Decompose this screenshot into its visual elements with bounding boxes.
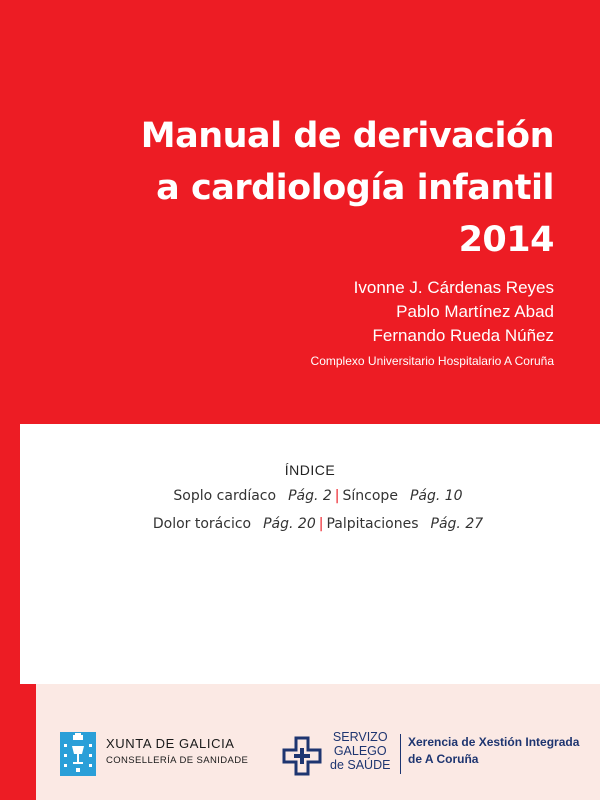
sergas-line-1: SERVIZO bbox=[332, 730, 388, 744]
xerencia-line-2: de A Coruña bbox=[408, 752, 479, 766]
index-topic-palpitaciones[interactable]: Palpitaciones bbox=[326, 516, 419, 532]
xerencia-line-1: Xerencia de Xestión Integrada bbox=[408, 735, 580, 749]
index-separator: | bbox=[334, 488, 340, 504]
index-topic-soplo[interactable]: Soplo cardíaco bbox=[173, 488, 277, 504]
xerencia-name bbox=[408, 734, 579, 768]
title-line-1: Manual de derivación bbox=[140, 116, 554, 156]
index-page-soplo[interactable]: Pág. 2 bbox=[288, 488, 332, 504]
title-line-2: a cardiología infantil bbox=[156, 168, 554, 208]
title-block bbox=[141, 110, 554, 266]
index-page-palpitaciones[interactable]: Pág. 27 bbox=[430, 516, 484, 532]
index-separator: | bbox=[318, 516, 324, 532]
index-row bbox=[28, 488, 600, 504]
author-1: Ivonne J. Cárdenas Reyes bbox=[353, 278, 554, 297]
xunta-shield-icon bbox=[60, 732, 96, 776]
xunta-text bbox=[106, 736, 248, 766]
index-topic-dolor[interactable]: Dolor torácico bbox=[152, 516, 252, 532]
footer-divider bbox=[400, 734, 401, 774]
author-3: Fernando Rueda Núñez bbox=[372, 326, 554, 345]
index-topic-sincope[interactable]: Síncope bbox=[342, 488, 398, 504]
index-page-dolor[interactable]: Pág. 20 bbox=[263, 516, 316, 532]
sergas-cross-icon bbox=[280, 734, 324, 778]
sergas-line-3: de SAÚDE bbox=[330, 758, 391, 772]
index-title: ÍNDICE bbox=[284, 462, 336, 478]
author-2: Pablo Martínez Abad bbox=[396, 302, 554, 321]
xunta-name: XUNTA DE GALICIA bbox=[106, 736, 235, 751]
sergas-line-2: GALEGO bbox=[333, 744, 387, 758]
title-year: 2014 bbox=[458, 220, 554, 260]
sergas-name bbox=[330, 730, 390, 772]
footer-logos bbox=[36, 684, 600, 800]
institution: Complexo Universitario Hospitalario A Coruña bbox=[310, 354, 554, 368]
index-row bbox=[28, 516, 600, 532]
authors-block bbox=[311, 276, 554, 368]
index-page-sincope[interactable]: Pág. 10 bbox=[409, 488, 463, 504]
xunta-department: CONSELLERÍA DE SANIDADE bbox=[106, 755, 249, 766]
index-panel bbox=[20, 424, 600, 684]
